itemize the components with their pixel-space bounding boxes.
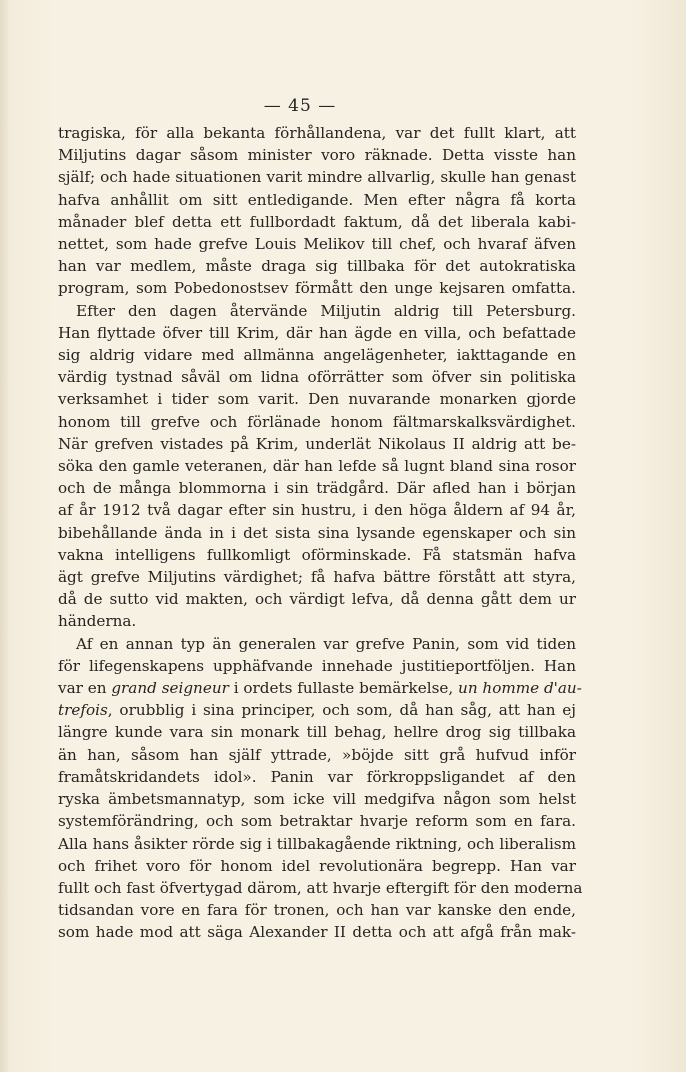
text-line: Alla hans åsikter rörde sig i tillbakagående riktning, och liberalism [58,834,576,853]
text-line: han var medlem, måste draga sig tillbaka för det autokratiska [58,257,576,276]
text-line: nettet, som hade grefve Louis Melikov till chef, och hvaraf äfven [58,235,576,254]
text-line: månader blef detta ett fullbordadt faktum, då det liberala kabi- [58,212,576,231]
text-span: , orubblig i sina principer, och som, då han såg, att han ej [107,701,576,720]
text-line: af år 1912 två dagar efter sin hustru, i den höga åldern af 94 år, [58,501,576,520]
italic-phrase: un homme d'au- [458,679,582,698]
text-line: bibehållande ända in i det sista sina lysande egenskaper och sin [58,523,576,542]
page-edge-shadow [0,0,10,1072]
text-line: framåtskridandets idol». Panin var förkroppsligandet af den [58,767,576,786]
text-line: verksamhet i tider som varit. Den nuvarande monarken gjorde [58,390,576,409]
text-line: Miljutins dagar såsom minister voro räknade. Detta visste han [58,146,576,165]
italic-phrase: grand seigneur [111,679,229,698]
text-line: värdig tystnad såväl om lidna oförrätter som öfver sin politiska [58,368,576,387]
text-line: honom till grefve och förlänade honom fältmarskalksvärdighet. [58,412,576,431]
text-line: söka den gamle veteranen, där han lefde så lugnt bland sina rosor [58,457,576,476]
text-line: Efter den dagen återvände Miljutin aldrig till Petersburg. [76,301,576,320]
text-span: var en [58,679,112,698]
text-line: själf; och hade situationen varit mindre allvarlig, skulle han genast [58,168,576,187]
text-line: Han flyttade öfver till Krim, där han ägde en villa, och befattade [58,323,576,342]
text-line: längre kunde vara sin monark till behag, hellre drog sig tillbaka [58,723,576,742]
text-line: vakna intelligens fullkomligt oförminskade. Få statsmän hafva [58,545,576,564]
text-line: och de många blommorna i sin trädgård. Där afled han i början [58,479,576,498]
text-line: då de sutto vid makten, och värdigt lefva, då denna gått dem ur [58,590,576,609]
text-line: tidsandan vore en fara för tronen, och han var kanske den ende, [58,901,576,920]
text-line [58,677,582,699]
text-line: än han, såsom han själf yttrade, »böjde sitt grå hufvud inför [58,745,576,764]
text-span: i ordets fullaste bemärkelse, [228,679,459,698]
text-line: händerna. [58,612,137,631]
page-number: — 45 — [263,96,337,116]
body-text [58,122,583,944]
text-line: program, som Pobedonostsev förmått den unge kejsaren omfatta. [58,279,576,298]
text-line: för lifegenskapens upphäfvande innehade justitieportföljen. Han [58,656,576,675]
text-line: tragiska, för alla bekanta förhållandena, var det fullt klart, att [58,124,576,142]
text-line [58,699,576,721]
text-line: ryska ämbetsmannatyp, som icke vill medgifva någon som helst [58,790,576,809]
text-line: systemförändring, och som betraktar hvarje reform som en fara. [58,812,576,831]
text-line: fullt och fast öfvertygad därom, att hvarje eftergift för den moderna [58,878,583,897]
text-line: och frihet voro för honom idel revolutionära begrepp. Han var [58,856,576,875]
text-line: När grefven vistades på Krim, underlät Nikolaus II aldrig att be- [58,434,576,453]
text-line: ägt grefve Miljutins värdighet; få hafva bättre förstått att styra, [58,568,576,587]
text-line: sig aldrig vidare med allmänna angelägenheter, iakttagande en [58,346,576,365]
text-line: hafva anhållit om sitt entledigande. Men efter några få korta [58,190,576,209]
text-line: som hade mod att säga Alexander II detta och att afgå från mak- [58,923,576,942]
text-line: Af en annan typ än generalen var grefve Panin, som vid tiden [76,634,576,653]
italic-phrase: trefois [58,701,108,720]
